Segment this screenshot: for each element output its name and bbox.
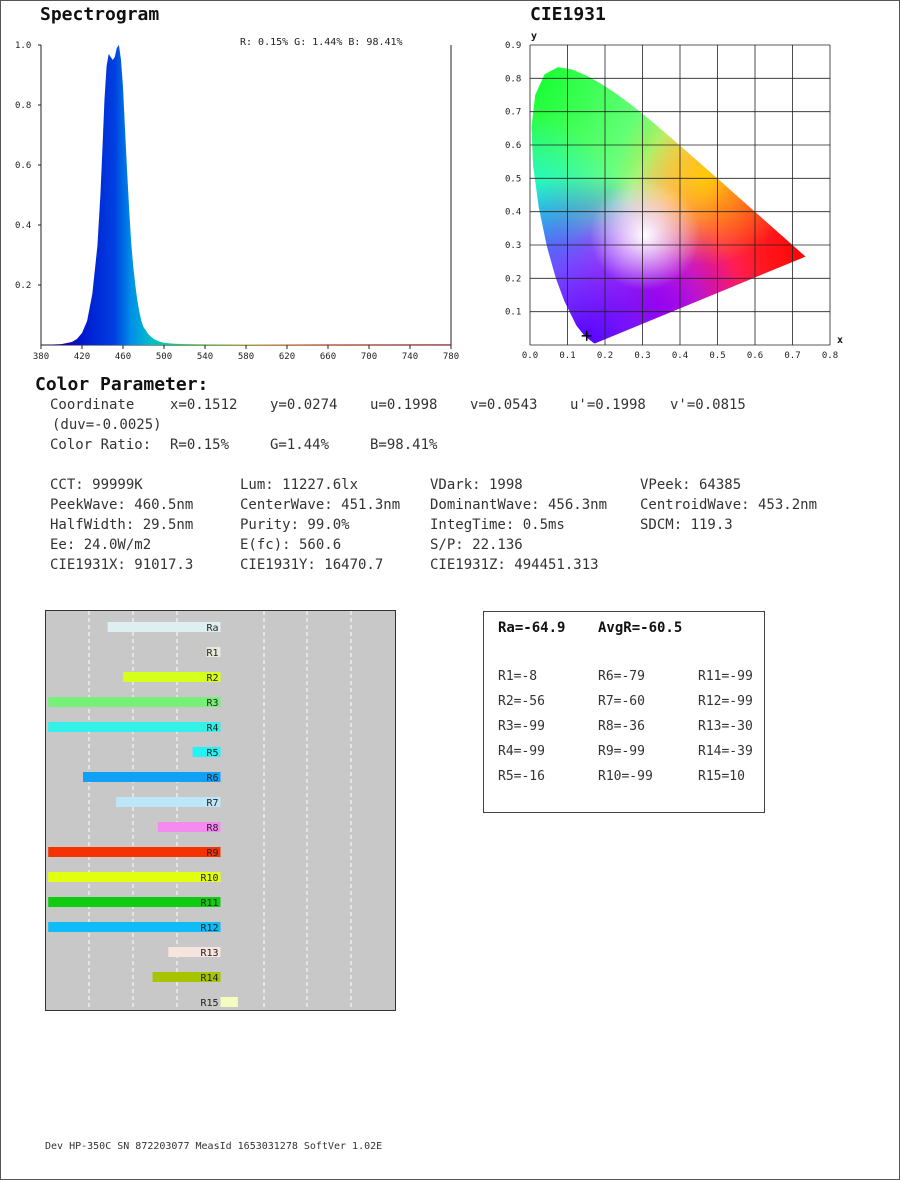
ri-item: R5=-16 (498, 769, 545, 784)
ri-label-r6: R6 (206, 773, 219, 784)
ri-item: R7=-60 (598, 694, 645, 709)
cie-chart (490, 25, 860, 365)
ri-item: R6=-79 (598, 669, 645, 684)
ri-item: R3=-99 (498, 719, 545, 734)
cie-y-tick-label: 0.4 (505, 207, 522, 218)
ratio-b: B=98.41% (370, 437, 438, 453)
ri-label-r13: R13 (200, 948, 219, 959)
parameter-value: CIE1931Y: 16470.7 (240, 557, 384, 573)
ri-bar-r9 (48, 847, 220, 857)
spectrogram-x-tick-label: 540 (196, 352, 214, 362)
parameter-value: PeekWave: 460.5nm (50, 497, 194, 513)
ri-item: R11=-99 (698, 669, 753, 684)
coordinate-label: Coordinate (50, 397, 135, 413)
ri-item: R8=-36 (598, 719, 645, 734)
ri-item: R9=-99 (598, 744, 645, 759)
cie-x-tick-label: 0.6 (746, 351, 764, 361)
ri-item: R1=-8 (498, 669, 538, 684)
spectrum-ratio-text: R: 0.15% G: 1.44% B: 98.41% (240, 37, 403, 48)
spectrogram-y-tick-label: 0.2 (15, 281, 32, 291)
coord-y: y=0.0274 (270, 397, 338, 413)
spectrogram-y-tick-label: 0.6 (15, 161, 32, 171)
cie-y-tick-label: 0.2 (505, 274, 522, 285)
cie-x-tick-label: 0.0 (521, 351, 539, 361)
parameter-value: CCT: 99999K (50, 477, 143, 493)
spectrogram-x-tick-label: 500 (155, 352, 173, 362)
spectrogram-x-tick-label: 660 (319, 352, 337, 362)
parameter-value: E(fc): 560.6 (240, 537, 342, 553)
spectrogram-y-tick-label: 0.8 (15, 101, 32, 111)
spectrogram-y-tick-label: 1.0 (15, 41, 32, 51)
ri-label-r15: R15 (200, 998, 219, 1009)
ri-label-r9: R9 (206, 848, 219, 859)
parameter-value: SDCM: 119.3 (640, 517, 733, 533)
spectrogram-x-tick-label: 420 (73, 352, 91, 362)
cie-y-tick-label: 0.1 (505, 307, 522, 318)
parameter-value: VPeek: 64385 (640, 477, 742, 493)
ri-bar-r3 (48, 697, 220, 707)
duv-value: (duv=-0.0025) (52, 417, 162, 433)
spectrogram-ticks (15, 41, 459, 362)
spectrogram-x-tick-label: 700 (360, 352, 378, 362)
cie-x-axis-label: x (837, 335, 844, 346)
ratio-g: G=1.44% (270, 437, 330, 453)
coord-v-prime: v'=0.0815 (670, 397, 746, 413)
spectrum-area (41, 45, 451, 345)
spectrogram-title: Spectrogram (40, 4, 160, 25)
parameter-value: VDark: 1998 (430, 477, 523, 493)
spectrogram-x-tick-label: 460 (114, 352, 132, 362)
spectrogram-chart (0, 30, 470, 365)
parameter-value: CIE1931Z: 494451.313 (430, 557, 599, 573)
ri-bar-r15 (221, 997, 238, 1007)
ri-label-r2: R2 (206, 673, 219, 684)
parameter-value: Ee: 24.0W/m2 (50, 537, 152, 553)
ri-item: R4=-99 (498, 744, 545, 759)
cie-x-tick-label: 0.5 (709, 351, 726, 361)
cie-x-tick-label: 0.3 (634, 351, 651, 361)
rendering-index-chart (45, 610, 397, 1012)
cie-x-tick-label: 0.1 (559, 351, 576, 361)
parameter-value: HalfWidth: 29.5nm (50, 517, 194, 533)
coord-u-prime: u'=0.1998 (570, 397, 646, 413)
ri-item: R2=-56 (498, 694, 545, 709)
ri-label-r7: R7 (206, 798, 219, 809)
coord-v: v=0.0543 (470, 397, 538, 413)
ri-bar-r12 (48, 922, 220, 932)
ra-value: Ra=-64.9 (498, 620, 566, 636)
cie-y-tick-label: 0.8 (505, 74, 522, 85)
parameter-value: Purity: 99.0% (240, 517, 350, 533)
parameter-value: CentroidWave: 453.2nm (640, 497, 818, 513)
spectrogram-x-tick-label: 740 (401, 352, 419, 362)
device-footer: Dev HP-350C SN 872203077 MeasId 1653031278 SoftVer 1.02E (45, 1141, 383, 1152)
cie-y-tick-label: 0.5 (505, 174, 522, 185)
ri-bar-r10 (48, 872, 220, 882)
cie-y-tick-label: 0.7 (505, 107, 522, 118)
ri-label-r8: R8 (206, 823, 219, 834)
ratio-r: R=0.15% (170, 437, 230, 453)
ri-label-r10: R10 (200, 873, 219, 884)
cie-title: CIE1931 (530, 4, 606, 25)
ri-bar-r7 (116, 797, 220, 807)
color-ratio-label: Color Ratio: (50, 437, 152, 453)
ri-bar-r4 (48, 722, 220, 732)
ri-bar-r11 (48, 897, 220, 907)
ri-label-r5: R5 (206, 748, 219, 759)
cie-y-tick-label: 0.9 (505, 41, 522, 51)
cie-x-tick-label: 0.7 (784, 351, 801, 361)
spectrogram-x-tick-label: 580 (237, 352, 255, 362)
ri-item: R12=-99 (698, 694, 753, 709)
ri-item: R15=10 (698, 769, 745, 784)
ri-label-r3: R3 (206, 698, 219, 709)
color-parameter-title: Color Parameter: (35, 374, 209, 395)
parameter-value: CenterWave: 451.3nm (240, 497, 401, 513)
ri-item: R14=-39 (698, 744, 753, 759)
coord-x: x=0.1512 (170, 397, 238, 413)
cie-y-tick-label: 0.3 (505, 241, 522, 251)
ri-label-ra: Ra (206, 623, 219, 634)
ri-item: R13=-30 (698, 719, 753, 734)
cie-gamut-fill (490, 25, 860, 365)
ri-summary-box (483, 611, 765, 813)
ri-bar-r6 (83, 772, 221, 782)
cie-x-tick-label: 0.4 (671, 351, 689, 361)
spectrogram-x-tick-label: 780 (442, 352, 460, 362)
coord-u: u=0.1998 (370, 397, 438, 413)
parameter-value: Lum: 11227.6lx (240, 477, 359, 493)
cie-y-axis-label: y (531, 31, 538, 42)
parameter-value: CIE1931X: 91017.3 (50, 557, 194, 573)
cie-x-tick-label: 0.2 (596, 351, 614, 361)
spectrogram-y-tick-label: 0.4 (15, 221, 32, 231)
parameter-value: IntegTime: 0.5ms (430, 517, 565, 533)
ri-label-r4: R4 (206, 723, 219, 734)
parameter-value: DominantWave: 456.3nm (430, 497, 608, 513)
parameter-value: S/P: 22.136 (430, 537, 523, 553)
spectrogram-x-tick-label: 620 (278, 352, 296, 362)
avg-r-value: AvgR=-60.5 (598, 620, 683, 636)
ri-label-r12: R12 (200, 923, 219, 934)
ri-label-r1: R1 (206, 648, 219, 659)
ri-item: R10=-99 (598, 769, 653, 784)
ri-label-r11: R11 (200, 898, 219, 909)
ri-label-r14: R14 (200, 973, 219, 984)
cie-x-tick-label: 0.8 (821, 351, 839, 361)
ri-bar-ra (108, 622, 221, 632)
spectrogram-x-tick-label: 380 (32, 352, 50, 362)
cie-y-tick-label: 0.6 (505, 141, 522, 151)
